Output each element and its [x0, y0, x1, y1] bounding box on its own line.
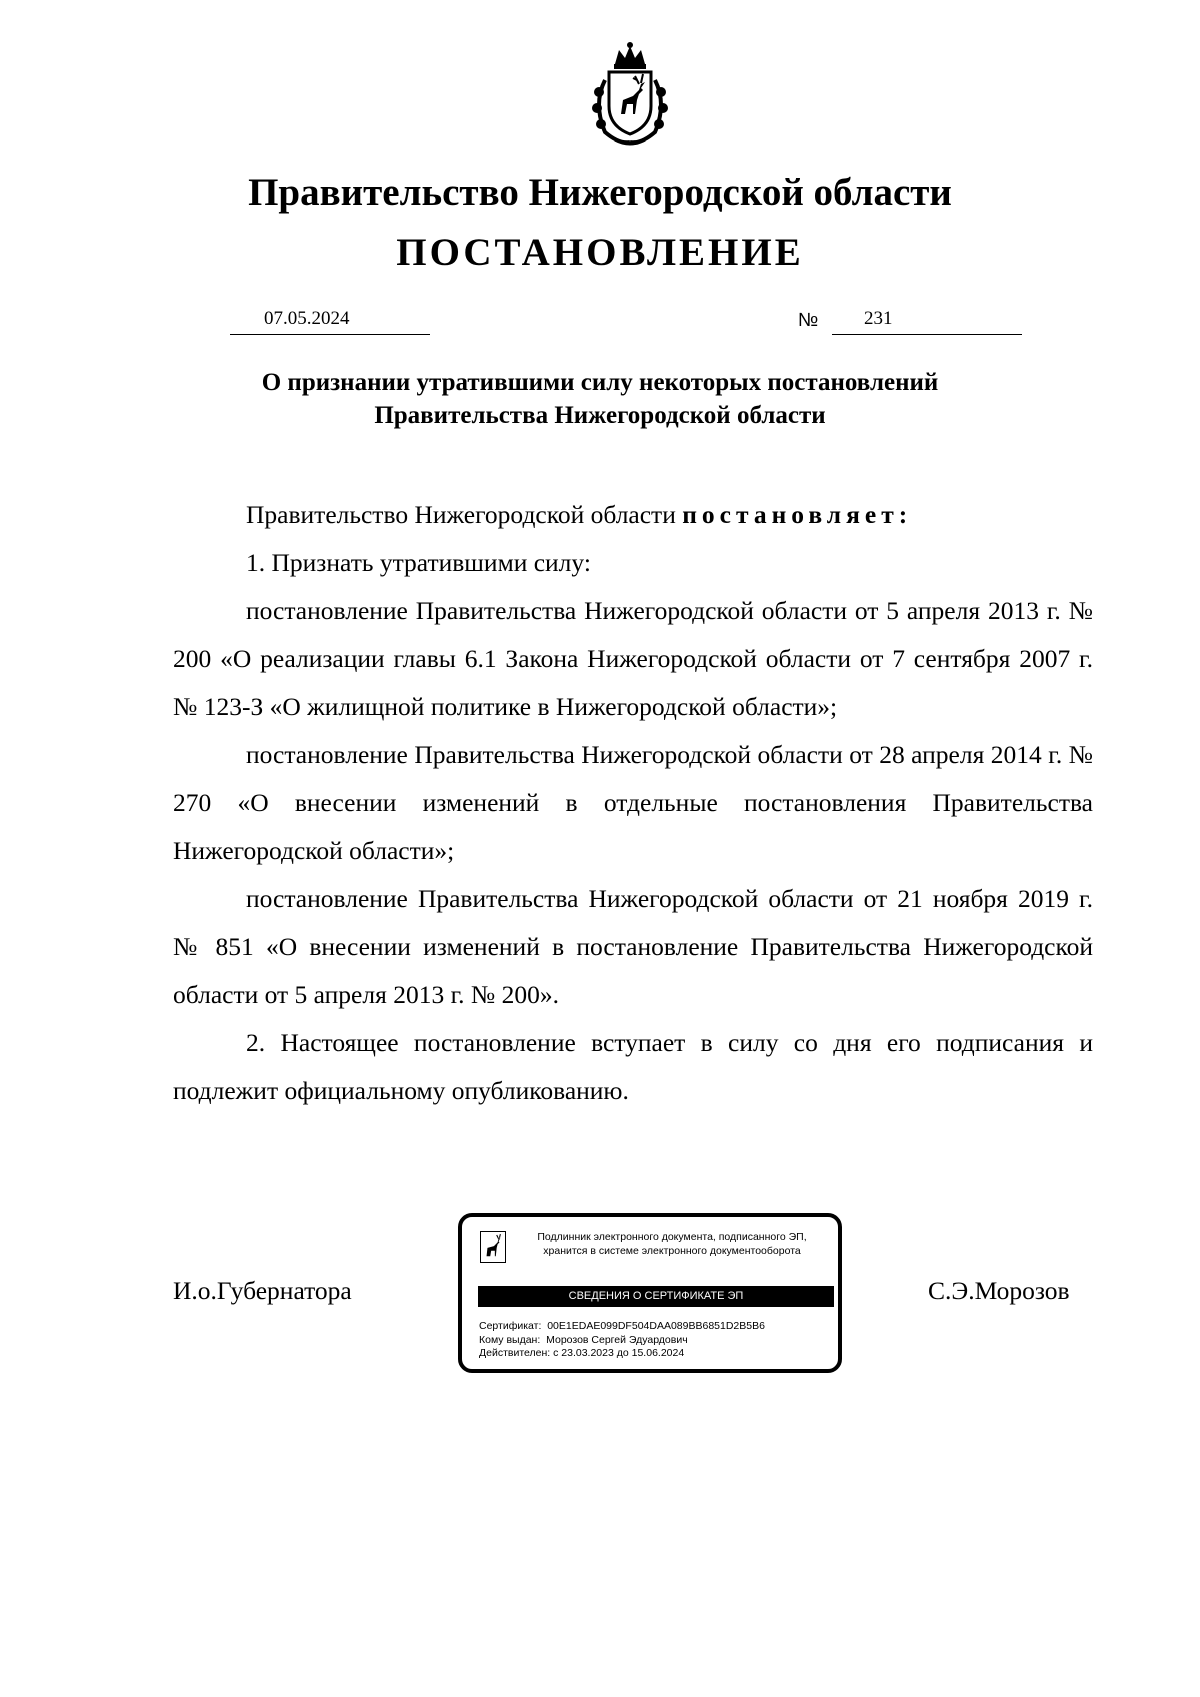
- coat-of-arms-icon: [575, 40, 685, 150]
- document-date: 07.05.2024: [264, 308, 350, 329]
- number-sign: №: [798, 310, 819, 331]
- document-body: [173, 491, 1093, 1115]
- authority-title: Правительство Нижегородской области: [248, 171, 952, 214]
- valid-row: [479, 1347, 765, 1361]
- number-field: [832, 304, 1022, 335]
- date-field: [230, 304, 430, 335]
- repealed-act-3: постановление Правительства Нижегородской области от 21 ноября 2019 г. № 851 «О внесении изменений в постановление Правительства Нижегородской области от 5 апреля 2013 г. № 200».: [173, 884, 1093, 1009]
- item-2: 2. Настоящее постановление вступает в силу со дня его подписания и подлежит официальному опубликованию.: [173, 1028, 1093, 1105]
- issued-to-label: Кому выдан:: [479, 1333, 541, 1346]
- stamp-certificate-details: [479, 1320, 765, 1361]
- valid-value: с 23.03.2023 до 15.06.2024: [553, 1347, 685, 1359]
- stamp-certificate-header: СВЕДЕНИЯ О СЕРТИФИКАТЕ ЭП: [478, 1286, 834, 1307]
- repealed-act-2: постановление Правительства Нижегородской области от 28 апреля 2014 г. № 270 «О внесении изменений в отдельные постановления Правительства Нижегородской области»;: [173, 740, 1093, 865]
- preamble: [173, 491, 1093, 539]
- subject-line-2: Правительства Нижегородской области: [374, 402, 826, 429]
- document-subject: [160, 366, 1040, 432]
- certificate-row: [479, 1320, 765, 1334]
- certificate-label: Сертификат:: [479, 1320, 542, 1332]
- preamble-text: Правительство Нижегородской области: [246, 500, 683, 529]
- item-1: 1. Признать утратившими силу:: [246, 548, 591, 577]
- electronic-signature-stamp: [458, 1213, 842, 1373]
- preamble-verb: постановляет:: [682, 500, 913, 529]
- stamp-original-line-2: хранится в системе электронного документооборота: [543, 1245, 801, 1257]
- issued-to-row: [479, 1334, 765, 1348]
- document-number: 231: [864, 308, 893, 329]
- valid-label: Действителен:: [479, 1347, 551, 1359]
- repealed-act-1: постановление Правительства Нижегородской области от 5 апреля 2013 г. № 200 «О реализации главы 6.1 Закона Нижегородской области от 7 сентября 2007 г. № 123-З «О жилищной политике в Нижегородской области»;: [173, 596, 1093, 721]
- stamp-original-line-1: Подлинник электронного документа, подписанного ЭП,: [537, 1231, 807, 1243]
- subject-line-1: О признании утратившими силу некоторых постановлений: [261, 369, 939, 396]
- issued-to-value: Морозов Сергей Эдуардович: [546, 1333, 688, 1346]
- signatory-position: И.о.Губернатора: [173, 1276, 352, 1305]
- stamp-original-note: [512, 1230, 832, 1258]
- document-type: ПОСТАНОВЛЕНИЕ: [396, 231, 804, 274]
- signatory-name: С.Э.Морозов: [928, 1276, 1070, 1305]
- certificate-value: 00E1EDAE099DF504DAA089BB6851D2B5B6: [547, 1320, 765, 1332]
- deer-emblem-icon: [480, 1231, 506, 1263]
